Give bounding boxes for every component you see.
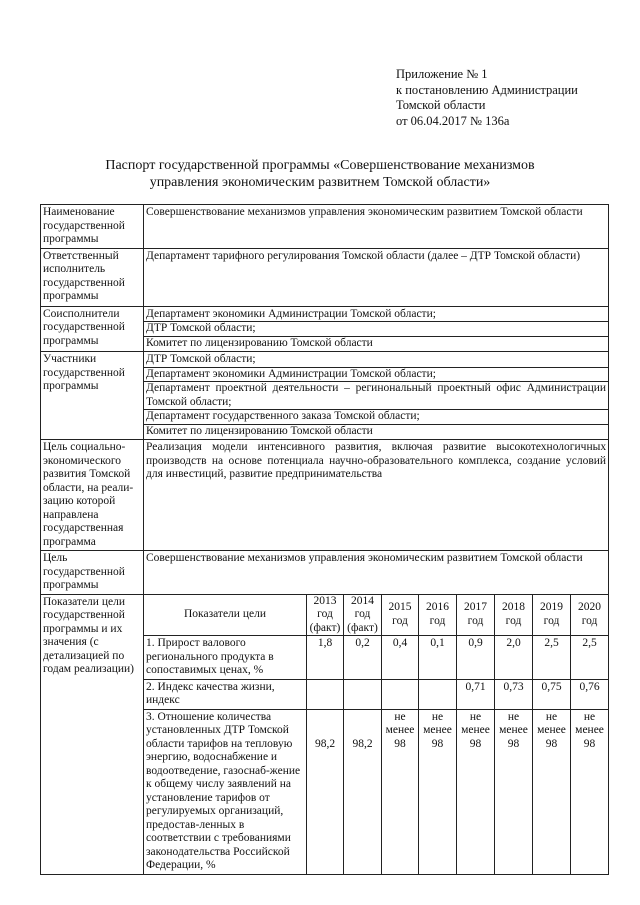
appendix-block <box>396 67 578 129</box>
year-header: 2013 год (факт) <box>307 594 344 636</box>
row-label: Цель государственной программы <box>41 551 144 595</box>
row-value <box>144 352 609 440</box>
indicator-value: 1,8 <box>307 636 344 680</box>
row-program-goal <box>41 551 609 595</box>
list-item: ДТР Томской области; <box>144 322 608 337</box>
row-value <box>144 306 609 352</box>
indicator-value: не менее 98 <box>419 709 457 874</box>
row-label: Наименование государственной программы <box>41 205 144 249</box>
indicator-value: 2,5 <box>571 636 609 680</box>
title-line: Паспорт государственной программы «Совершенствование механизмов <box>105 158 535 173</box>
row-label: Показатели цели государственной программы и их значения (с детализацией по годам реализации) <box>41 594 144 874</box>
row-responsible <box>41 248 609 306</box>
row-participants <box>41 352 609 440</box>
row-label: Соисполнители государственной программы <box>41 306 144 352</box>
appendix-line: Приложение № 1 <box>396 67 488 81</box>
indicator-value: 0,73 <box>495 679 533 709</box>
year-header: 2017 год <box>457 594 495 636</box>
indicator-name: 1. Прирост валового регионального продукта в сопоставимых ценах, % <box>144 636 307 680</box>
row-coexecutors <box>41 306 609 352</box>
row-value: Реализация модели интенсивного развития, включая развитие высокотехнологичных производств на основе потенциала научно-образовательного комплекса, создание условий для инвестиций, развитие предпринимательства <box>144 440 609 551</box>
indicator-value: 0,2 <box>344 636 382 680</box>
appendix-line: от 06.04.2017 № 136а <box>396 113 510 128</box>
indicator-value <box>307 679 344 709</box>
row-value: Совершенствование механизмов управления экономическим развитием Томской области <box>144 551 609 595</box>
indicator-value: не менее 98 <box>571 709 609 874</box>
document-title <box>40 157 600 191</box>
list-item: Департамент экономики Администрации Томской области; <box>144 308 608 323</box>
year-header: 2020 год <box>571 594 609 636</box>
year-header: 2016 год <box>419 594 457 636</box>
list-item: Департамент проектной деятельности – регинональный проектный офис Администрации Томской области; <box>144 382 608 410</box>
indicator-value: 0,1 <box>419 636 457 680</box>
indicator-value: 98,2 <box>344 709 382 874</box>
row-name <box>41 205 609 249</box>
indicator-value: не менее 98 <box>457 709 495 874</box>
indicator-name: 2. Индекс качества жизни, индекс <box>144 679 307 709</box>
list-item: Комитет по лицензированию Томской области <box>146 336 373 349</box>
indicator-value: 0,75 <box>533 679 571 709</box>
indicator-name: 3. Отношение количества установленных ДТР Томской области тарифов на тепловую энергию, водоснабжение и водоотведение, газоснаб-жение к общему числу заявлений на установление тарифов от регулируемых организаций, предостав-ленных в соответствии с требованиями законодательства Российской Федерации, % <box>144 709 307 874</box>
indicator-value: 2,5 <box>533 636 571 680</box>
indicator-value <box>382 679 419 709</box>
list-item: Комитет по лицензированию Томской области <box>146 424 373 437</box>
row-social-goal <box>41 440 609 551</box>
row-label: Ответственный исполнитель государственной программы <box>41 248 144 306</box>
row-value: Департамент тарифного регулирования Томской области (далее – ДТР Томской области) <box>144 248 609 306</box>
indicator-value <box>419 679 457 709</box>
list-item: Департамент экономики Администрации Томской области; <box>144 368 608 383</box>
indicator-value: 0,9 <box>457 636 495 680</box>
appendix-line: Томской области <box>396 98 486 112</box>
indicator-value: 2,0 <box>495 636 533 680</box>
indicator-value: 98,2 <box>307 709 344 874</box>
passport-table <box>40 204 609 875</box>
indicator-value: не менее 98 <box>495 709 533 874</box>
indicator-value: 0,71 <box>457 679 495 709</box>
year-header: 2019 год <box>533 594 571 636</box>
year-header: 2014 год (факт) <box>344 594 382 636</box>
indicator-value: не менее 98 <box>533 709 571 874</box>
indicator-name-header: Показатели цели <box>144 594 307 636</box>
indicator-value: 0,4 <box>382 636 419 680</box>
indicator-value: не менее 98 <box>382 709 419 874</box>
appendix-line: к постановлению Администрации <box>396 82 578 97</box>
list-item: ДТР Томской области; <box>144 353 608 368</box>
indicators-header-row <box>41 594 609 636</box>
indicator-value: 0,76 <box>571 679 609 709</box>
row-label: Цель социально-экономического развития Томской области, на реали-зацию которой направлена государственная программа <box>41 440 144 551</box>
list-item: Департамент государственного заказа Томской области; <box>144 410 608 425</box>
indicator-value <box>344 679 382 709</box>
year-header: 2015 год <box>382 594 419 636</box>
row-label: Участники государственной программы <box>41 352 144 440</box>
title-line: управления экономическим развитнем Томской области» <box>149 175 491 190</box>
row-value: Совершенствование механизмов управления экономическим развитием Томской области <box>144 205 609 249</box>
year-header: 2018 год <box>495 594 533 636</box>
